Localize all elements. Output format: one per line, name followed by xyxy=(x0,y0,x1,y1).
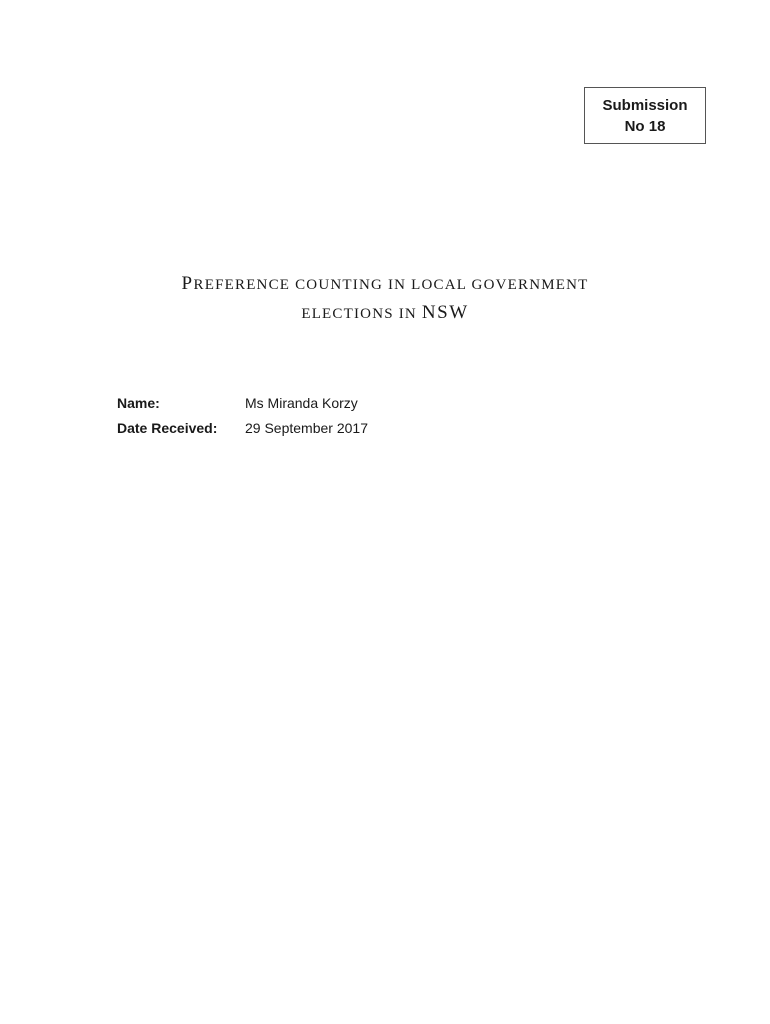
title-line-2-text: ELECTIONS IN xyxy=(301,306,422,322)
date-received-value: 29 September 2017 xyxy=(245,419,368,436)
document-title xyxy=(100,270,670,328)
name-label: Name: xyxy=(117,394,160,411)
date-received-label: Date Received: xyxy=(117,419,218,436)
title-line-1 xyxy=(100,270,670,299)
submission-number-box xyxy=(584,87,706,144)
title-line-2 xyxy=(100,299,670,328)
title-initial: P xyxy=(181,273,194,294)
submission-details xyxy=(117,390,368,440)
name-value: Ms Miranda Korzy xyxy=(245,394,358,411)
date-received-row xyxy=(117,415,368,440)
title-line-1-text: REFERENCE COUNTING IN LOCAL GOVERNMENT xyxy=(193,277,589,293)
submission-number: No 18 xyxy=(624,117,666,135)
name-row xyxy=(117,390,368,415)
submission-label: Submission xyxy=(602,96,688,114)
title-nsw: NSW xyxy=(421,302,469,323)
